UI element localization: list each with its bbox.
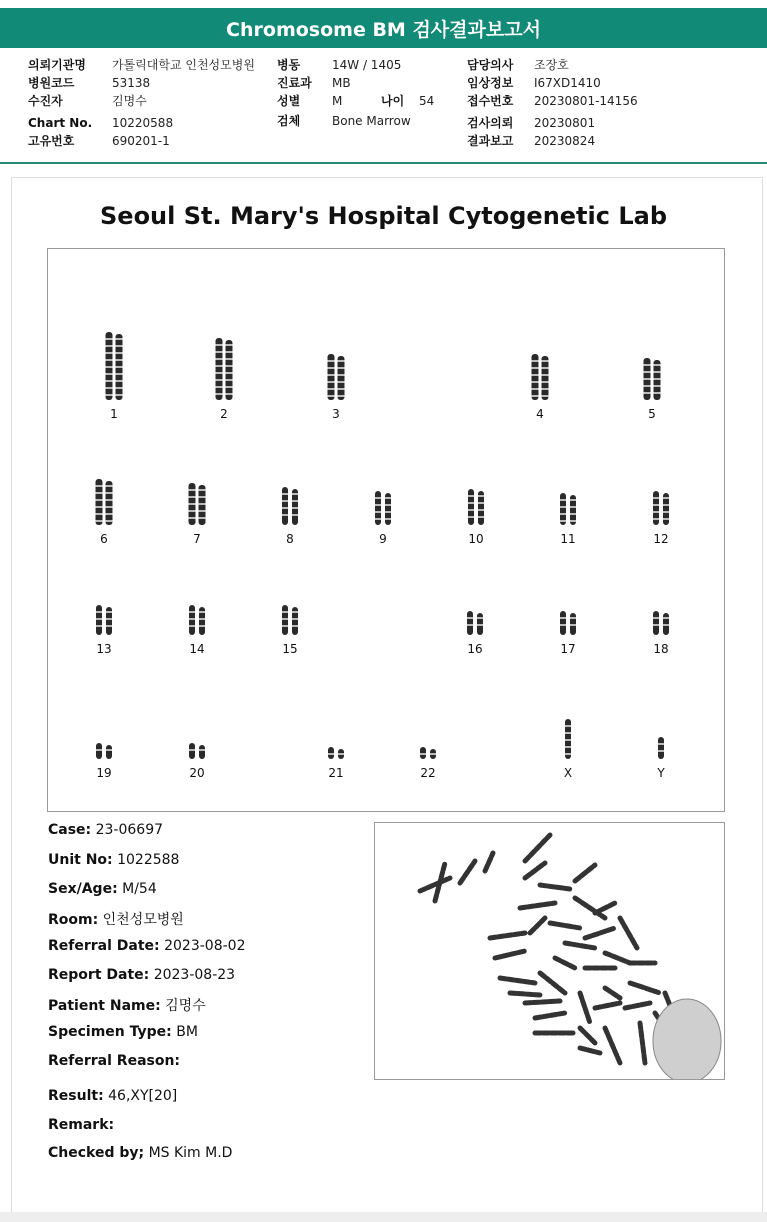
chromosome-label-8: 8: [286, 532, 294, 546]
unique-no-label: 고유번호: [28, 134, 75, 148]
chromosome-label-18: 18: [653, 642, 669, 656]
chromosome-label-14: 14: [189, 642, 205, 656]
checked-by-value: MS Kim M.D: [148, 1145, 233, 1161]
chromosome-6: [96, 479, 113, 525]
chromosome-1: [106, 332, 123, 400]
chromosome-9: [375, 491, 391, 525]
chromosome-label-10: 10: [468, 532, 484, 546]
unique-no-value: 690201-1: [112, 134, 170, 148]
chromosome-10: [468, 489, 484, 525]
chromosome-label-17: 17: [560, 642, 576, 656]
chart-no-value: 10220588: [112, 116, 174, 130]
result-date-value: 20230824: [534, 134, 596, 148]
sex-age-label: Sex/Age:: [48, 881, 118, 897]
chromosome-12: [653, 491, 669, 525]
chromosome-3: [328, 354, 345, 400]
age-value: 54: [419, 94, 435, 108]
chromosome-21: [328, 747, 344, 759]
specimen-type-value: BM: [176, 1024, 198, 1040]
chromosome-19: [96, 743, 112, 759]
specimen-label: 검체: [277, 114, 301, 128]
chromosome-13: [96, 605, 112, 635]
institution-row: [28, 56, 86, 74]
chromosome-label-19: 19: [96, 766, 112, 780]
metaphase-image: [374, 822, 725, 1080]
sex-value: M: [332, 94, 343, 108]
footer-bar: [0, 1212, 767, 1222]
chromosome-22: [420, 747, 436, 759]
chromosome-label-16: 16: [467, 642, 483, 656]
ward-value: 14W / 1405: [332, 58, 402, 72]
chromosome-16: [467, 611, 483, 635]
age-label: 나이: [381, 94, 405, 108]
receipt-no-label: 접수번호: [467, 94, 514, 108]
department-label: 진료과: [277, 76, 312, 90]
report-date-value: 2023-08-23: [153, 967, 236, 983]
chromosome-5: [644, 358, 661, 400]
chromosome-15: [282, 605, 298, 635]
doctor-value: 조장호: [534, 58, 569, 72]
result-value: 46,XY[20]: [108, 1088, 178, 1104]
department-value: MB: [332, 76, 351, 90]
institution-label: 의뢰기관명: [28, 58, 86, 72]
chromosome-4: [532, 354, 549, 400]
chromosome-label-9: 9: [379, 532, 387, 546]
sex-label: 성별: [277, 94, 301, 108]
chromosome-label-13: 13: [96, 642, 112, 656]
specimen-value: Bone Marrow: [332, 114, 411, 128]
hospital-code-value: 53138: [112, 76, 151, 90]
result-label: Result:: [48, 1088, 104, 1104]
chromosome-x: [565, 719, 571, 759]
chromosome-20: [189, 743, 205, 759]
chromosome-label-7: 7: [193, 532, 201, 546]
room-value: 인천성모병원: [102, 912, 184, 928]
chromosome-label-11: 11: [560, 532, 576, 546]
chromosome-11: [560, 493, 576, 525]
chromosome-label-4: 4: [536, 407, 544, 421]
chromosome-label-3: 3: [332, 407, 340, 421]
ward-label: 병동: [277, 58, 301, 72]
report-header: [0, 8, 767, 48]
institution-value: 가톨릭대학교 인천성모병원: [112, 58, 255, 72]
chromosome-label-5: 5: [648, 407, 656, 421]
case-label: Case:: [48, 822, 92, 838]
lab-title: Seoul St. Mary's Hospital Cytogenetic Lab: [100, 202, 667, 230]
chromosome-17: [560, 611, 576, 635]
referral-date-value: 2023-08-02: [164, 938, 246, 954]
clinical-info-value: I67XD1410: [534, 76, 601, 90]
patient-info-panel: [0, 52, 767, 164]
chromosome-8: [282, 487, 298, 525]
report-date-label: Report Date:: [48, 967, 150, 983]
checked-by-label: Checked by;: [48, 1145, 145, 1161]
chromosome-14: [189, 605, 205, 635]
specimen-type-label: Specimen Type:: [48, 1024, 172, 1040]
chromosome-label-15: 15: [282, 642, 298, 656]
chromosome-2: [216, 338, 233, 400]
remark-label: Remark:: [48, 1117, 115, 1133]
clinical-info-label: 임상정보: [467, 76, 514, 90]
chromosome-label-x: X: [563, 766, 573, 780]
chart-no-label: Chart No.: [28, 116, 93, 130]
chromosome-label-6: 6: [100, 532, 108, 546]
receipt-no-value: 20230801-14156: [534, 94, 638, 108]
karyogram: [47, 248, 725, 812]
patient-name-label: Patient Name:: [48, 998, 161, 1014]
referral-reason-label: Referral Reason:: [48, 1053, 181, 1069]
chromosome-label-y: Y: [657, 766, 665, 780]
report-title: Chromosome BM 검사결과보고서: [226, 18, 541, 41]
chromosome-y: [658, 737, 664, 759]
referral-date-label: Referral Date:: [48, 938, 160, 954]
unit-no-label: Unit No:: [48, 852, 113, 868]
karyogram-svg: [48, 249, 724, 811]
result-date-label: 결과보고: [467, 134, 514, 148]
hospital-code-label: 병원코드: [28, 76, 75, 90]
request-date-value: 20230801: [534, 116, 596, 130]
chromosome-label-2: 2: [220, 407, 228, 421]
chromosome-label-12: 12: [653, 532, 669, 546]
chromosome-label-20: 20: [189, 766, 205, 780]
recipient-label: 수진자: [28, 94, 63, 108]
metaphase-svg: [375, 823, 724, 1079]
chromosome-label-22: 22: [420, 766, 436, 780]
chromosome-18: [653, 611, 669, 635]
doctor-label: 담당의사: [467, 58, 514, 72]
patient-name-value: 김명수: [165, 998, 206, 1014]
recipient-value: 김명수: [112, 94, 147, 108]
chromosome-label-21: 21: [328, 766, 344, 780]
request-date-label: 검사의뢰: [467, 116, 514, 130]
unit-no-value: 1022588: [117, 852, 180, 868]
chromosome-7: [189, 483, 206, 525]
sex-age-value: M/54: [122, 881, 157, 897]
chromosome-label-1: 1: [110, 407, 118, 421]
case-value: 23-06697: [95, 822, 164, 838]
room-label: Room:: [48, 912, 99, 928]
